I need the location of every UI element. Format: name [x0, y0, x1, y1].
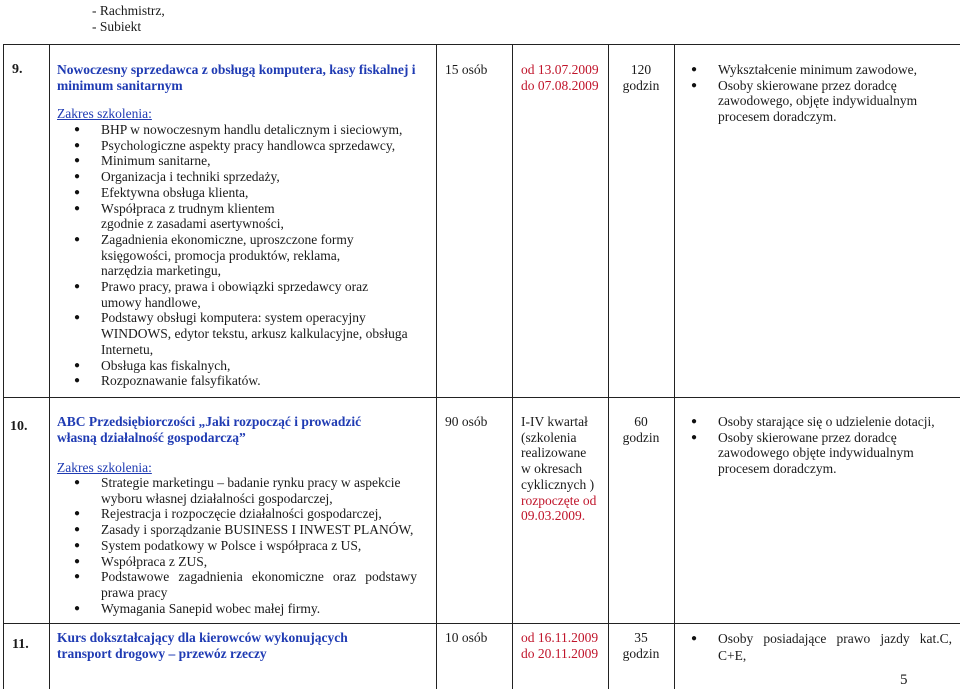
date-range-plain: I-IV kwartał (szkolenia realizowane w okresach cyklicznych )	[521, 414, 595, 492]
training-title-text: Kurs dokształcający dla kierowców wykonujących transport drogowy – przewóz rzeczy	[57, 630, 348, 661]
scope-label: Zakres szkolenia:	[57, 106, 152, 121]
col-divider-1	[49, 44, 50, 689]
col-divider-4	[608, 44, 609, 689]
page-number: 5	[900, 672, 908, 688]
list-item: ● BHP w nowoczesnym handlu detalicznym i sieciowym,	[57, 122, 429, 138]
list-item: ● Prawo pracy, prawa i obowiązki sprzedawcy oraz umowy handlowe,	[57, 279, 429, 310]
requirements-list	[674, 630, 952, 664]
list-item: ● Wykształcenie minimum zawodowe,	[674, 62, 954, 78]
requirements-list	[674, 62, 954, 125]
hours: 120 godzin	[622, 62, 660, 93]
top-item-rachmistrz: - Rachmistrz,	[92, 3, 165, 18]
list-item: ● Współpraca z ZUS,	[57, 554, 417, 570]
list-item: ● Zasady i sporządzanie BUSINESS I INWEST PLANÓW,	[57, 522, 417, 538]
list-item: ● Zagadnienia ekonomiczne, uproszczone formy księgowości, promocja produktów, reklama, narzędzia marketingu,	[57, 232, 429, 279]
date-range	[521, 414, 596, 524]
hours: 60 godzin	[622, 414, 660, 445]
persons-count: 15 osób	[445, 62, 488, 77]
list-item: ● Podstawy obsługi komputera: system operacyjny WINDOWS, edytor tekstu, arkusz kalkulacyjne, obsługa Internetu,	[57, 310, 429, 357]
training-title-text: Nowoczesny sprzedawca z obsługą komputera, kasy fiskalnej i minimum sanitarnym	[57, 62, 416, 93]
top-item-subiekt: - Subiekt	[92, 19, 142, 34]
row-divider-9-10	[3, 397, 960, 398]
persons-count: 90 osób	[445, 414, 488, 429]
list-item: ● Osoby starające się o udzielenie dotacji,	[674, 414, 960, 430]
list-item: ● Strategie marketingu – badanie rynku pracy w aspekcie wyboru własnej działalności gospodarczej,	[57, 475, 417, 506]
training-title	[57, 62, 429, 94]
date-range: od 13.07.2009 do 07.08.2009	[521, 62, 599, 93]
list-item: ● Rozpoznawanie falsyfikatów.	[57, 373, 429, 389]
hours: 35 godzin	[622, 630, 660, 661]
table-border-left	[3, 44, 4, 689]
scope-label: Zakres szkolenia:	[57, 460, 152, 475]
list-item: ● System podatkowy w Polsce i współpraca z US,	[57, 538, 417, 554]
training-title	[57, 414, 397, 446]
row-number: 10.	[10, 419, 28, 434]
training-title	[57, 630, 397, 662]
list-item: ● Obsługa kas fiskalnych,	[57, 358, 429, 374]
col-divider-2	[436, 44, 437, 689]
list-item: ● Współpraca z trudnym klientem zgodnie z zasadami asertywności,	[57, 201, 429, 232]
scope-list	[57, 122, 429, 389]
list-item: ● Podstawowe zagadnienia ekonomiczne oraz podstawy prawa pracy	[57, 569, 417, 600]
list-item: ● Efektywna obsługa klienta,	[57, 185, 429, 201]
list-item: ● Wymagania Sanepid wobec małej firmy.	[57, 601, 417, 617]
row-divider-10-11	[3, 623, 960, 624]
requirements-list	[674, 414, 960, 477]
col-divider-3	[512, 44, 513, 689]
list-item: ● Psychologiczne aspekty pracy handlowca sprzedawcy,	[57, 138, 429, 154]
training-title-text: ABC Przedsiębiorczości „Jaki rozpocząć i prowadzić własną działalność gospodarczą”	[57, 414, 362, 445]
list-item: ● Osoby posiadające prawo jazdy kat.C, C+E,	[674, 630, 952, 664]
persons-count: 10 osób	[445, 630, 488, 645]
row-number: 11.	[12, 637, 29, 652]
row-number: 9.	[12, 62, 23, 77]
list-item: ● Osoby skierowane przez doradcę zawodowego, objęte indywidualnym procesem doradczym.	[674, 78, 954, 125]
date-range-start: rozpoczęte od 09.03.2009.	[521, 492, 597, 524]
table-border-top	[3, 44, 960, 45]
list-item: ● Rejestracja i rozpoczęcie działalności gospodarczej,	[57, 506, 417, 522]
list-item: ● Minimum sanitarne,	[57, 153, 429, 169]
list-item: ● Osoby skierowane przez doradcę zawodowego objęte indywidualnym procesem doradczym.	[674, 430, 960, 477]
list-item: ● Organizacja i techniki sprzedaży,	[57, 169, 429, 185]
scope-list	[57, 475, 417, 616]
date-range: od 16.11.2009 do 20.11.2009	[521, 630, 599, 661]
col-divider-5	[674, 44, 675, 689]
